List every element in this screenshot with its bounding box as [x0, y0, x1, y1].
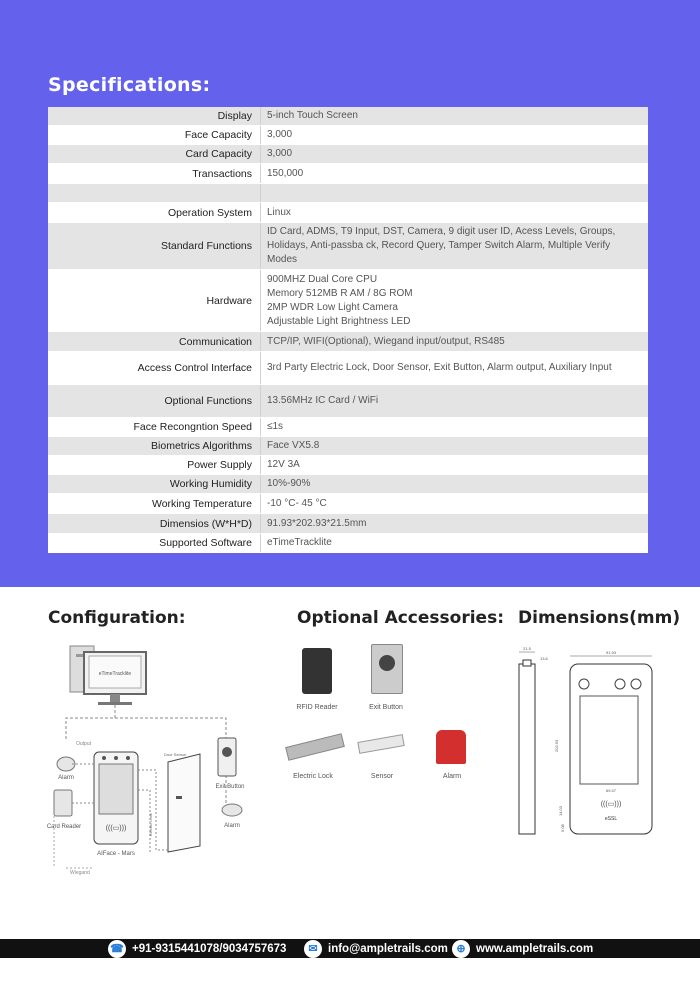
- spec-value: [261, 184, 649, 203]
- spec-row: [48, 534, 648, 553]
- alarm-left-label: Alarm: [58, 775, 74, 781]
- card-reader-icon: [54, 790, 72, 816]
- side-view: [519, 660, 535, 834]
- height-label: 202.93: [554, 739, 559, 752]
- spec-label: Supported Software: [48, 534, 261, 553]
- spec-value: Face VX5.8: [261, 437, 649, 456]
- door-sensor-label: Door Sensor: [164, 752, 187, 757]
- spec-label: Working Humidity: [48, 475, 261, 494]
- svg-text:eSSL: eSSL: [604, 816, 618, 822]
- alarm-accessory-icon: [436, 730, 466, 764]
- wiegand-label: Wiegand: [70, 870, 90, 876]
- svg-text:(((▭))): (((▭))): [600, 801, 622, 808]
- spec-value: 3,000: [261, 126, 649, 145]
- spec-value: -10 °C- 45 °C: [261, 494, 649, 514]
- spec-value: ID Card, ADMS, T9 Input, DST, Camera, 9 digit user ID, Acess Levels, Groups, Holidays, Anti-passba ck, Record Query, Tamper Switch Alarm, Multiple Verify Modes: [261, 223, 649, 270]
- door-icon: [168, 754, 200, 852]
- spec-label: Biometrics Algorithms: [48, 437, 261, 456]
- alarm-right-label: Alarm: [224, 823, 240, 829]
- spec-label: Power Supply: [48, 456, 261, 475]
- spec-row: [48, 514, 648, 534]
- small1-label: 14.03: [558, 805, 563, 816]
- spec-label: Face Capacity: [48, 126, 261, 145]
- email-link[interactable]: info@ampletrails.com: [328, 942, 448, 955]
- mail-icon: ✉: [304, 940, 322, 958]
- footer-phone: [108, 939, 286, 958]
- spec-label: Display: [48, 107, 261, 126]
- spec-label: Face Recongntion Speed: [48, 418, 261, 437]
- monitor-label: eTimeTracklite: [98, 671, 132, 677]
- electric-lock-icon: [285, 733, 345, 761]
- output-label: Output: [76, 741, 92, 747]
- width-label: 91.93: [605, 650, 617, 655]
- spec-value: 150,000: [261, 164, 649, 184]
- depth-label: 21.5: [523, 646, 531, 651]
- spec-value: 13.56MHz IC Card / WiFi: [261, 385, 649, 418]
- phone-icon: ☎: [108, 940, 126, 958]
- spec-row: [48, 418, 648, 437]
- spec-row: [48, 456, 648, 475]
- specifications-table: [48, 107, 648, 553]
- spec-row: [48, 184, 648, 203]
- spec-label: Transactions: [48, 164, 261, 184]
- spec-value: 3,000: [261, 145, 649, 164]
- exit-button-label: Exit Button: [215, 784, 245, 790]
- spec-value: 91.93*202.93*21.5mm: [261, 514, 649, 534]
- dimensions-title: Dimensions(mm): [518, 608, 681, 628]
- spec-label: Optional Functions: [48, 385, 261, 418]
- alarm-right-icon: [222, 804, 242, 816]
- side-small-label: 13.6: [540, 656, 548, 661]
- spec-label: Operation System: [48, 203, 261, 223]
- spec-row: [48, 437, 648, 456]
- spec-value: Linux: [261, 203, 649, 223]
- electric-lock-accessory-label: Electric Lock: [293, 773, 333, 780]
- alarm-accessory-label: Alarm: [442, 773, 462, 780]
- spec-value: 5-inch Touch Screen: [261, 107, 649, 126]
- phone-text[interactable]: +91-9315441078/9034757673: [132, 942, 287, 955]
- spec-row: [48, 385, 648, 418]
- device-icon: [94, 752, 138, 844]
- spec-row: [48, 107, 648, 126]
- card-reader-label: Card Reader: [46, 824, 82, 830]
- spec-label: Card Capacity: [48, 145, 261, 164]
- spec-row: [48, 203, 648, 223]
- spec-label: Communication: [48, 332, 261, 352]
- configuration-diagram: [46, 640, 276, 880]
- spec-row: [48, 145, 648, 164]
- footer-email: [304, 939, 448, 958]
- small2-label: 5.08: [560, 824, 565, 832]
- configuration-title: Configuration:: [48, 608, 186, 628]
- spec-label: [48, 184, 261, 203]
- rfid-reader-label: RFID Reader: [296, 704, 338, 711]
- spec-value: ≤1s: [261, 418, 649, 437]
- spec-row: [48, 223, 648, 270]
- spec-value: 10%-90%: [261, 475, 649, 494]
- rfid-reader-icon: [302, 648, 332, 694]
- exit-button-accessory-label: Exit Button: [369, 704, 403, 711]
- sensor-label: Sensor: [370, 773, 394, 780]
- front-view: [570, 664, 652, 834]
- spec-label: Standard Functions: [48, 223, 261, 270]
- spec-row: [48, 352, 648, 385]
- spec-row: [48, 332, 648, 352]
- svg-text:(((▭))): (((▭))): [105, 825, 127, 832]
- accessories-title: Optional Accessories:: [297, 608, 504, 628]
- spec-value: eTimeTracklite: [261, 534, 649, 553]
- device-label: AIFace - Mars: [97, 851, 135, 857]
- spec-label: Hardware: [48, 270, 261, 332]
- footer-website: [452, 939, 593, 958]
- spec-row: [48, 270, 648, 332]
- spec-row: [48, 475, 648, 494]
- inner-label: 69.47: [605, 788, 617, 793]
- spec-row: [48, 164, 648, 184]
- footer-bar: [0, 939, 700, 958]
- exit-button-icon: [218, 738, 236, 776]
- spec-value: 3rd Party Electric Lock, Door Sensor, Exit Button, Alarm output, Auxiliary Input: [261, 352, 649, 385]
- spec-label: Dimensios (W*H*D): [48, 514, 261, 534]
- sensor-icon: [357, 734, 404, 754]
- specifications-title: Specifications:: [48, 74, 211, 96]
- exit-button-accessory-icon: [371, 644, 403, 694]
- globe-icon: ⊕: [452, 940, 470, 958]
- spec-value: 12V 3A: [261, 456, 649, 475]
- website-link[interactable]: www.ampletrails.com: [476, 942, 594, 955]
- spec-value: TCP/IP, WIFI(Optional), Wiegand input/output, RS485: [261, 332, 649, 352]
- electric-lock-label: Electric Lock: [148, 813, 153, 836]
- dimensions-drawing: [510, 640, 660, 850]
- spec-row: [48, 494, 648, 514]
- spec-label: Working Temperature: [48, 494, 261, 514]
- spec-row: [48, 126, 648, 145]
- spec-label: Access Control Interface: [48, 352, 261, 385]
- spec-value: 900MHZ Dual Core CPU Memory 512MB R AM / 8G ROM 2MP WDR Low Light Camera Adjustable Light Brightness LED: [261, 270, 649, 332]
